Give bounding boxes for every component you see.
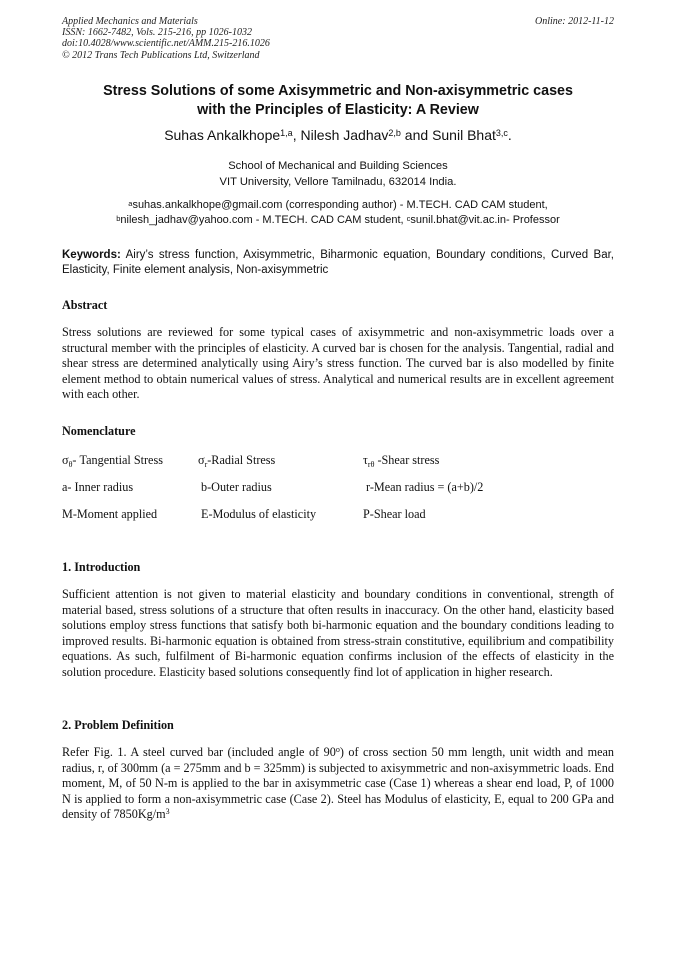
nom-sigma-theta-symbol: σ	[62, 453, 69, 467]
doi-line: doi:10.4028/www.scientific.net/AMM.215-216.1026	[62, 38, 270, 50]
author-1: Suhas Ankalkhope	[164, 127, 281, 143]
email-line-2	[62, 213, 614, 228]
affiliation	[62, 158, 614, 190]
email-a-text: suhas.ankalkhope@gmail.com (corresponding author) - M.TECH. CAD CAM student,	[132, 199, 548, 211]
nom-sigma-theta-text: - Tangential Stress	[72, 453, 163, 467]
copyright-line: © 2012 Trans Tech Publications Ltd, Switzerland	[62, 49, 260, 61]
cubic-superscript: 3	[165, 807, 170, 817]
email-sup-a: a	[128, 199, 133, 208]
online-date: Online: 2012-11-12	[535, 16, 614, 27]
nom-inner-radius: a- Inner radius	[62, 480, 134, 494]
problem-heading: 2. Problem Definition	[62, 718, 174, 732]
journal-name: Applied Mechanics and Materials	[62, 16, 198, 27]
email-sup-b: b	[116, 214, 121, 223]
issn-line: ISSN: 1662-7482, Vols. 215-216, pp 1026-1032	[62, 27, 252, 39]
nom-mean-radius: r-Mean radius = (a+b)/2	[366, 480, 484, 494]
problem-text	[62, 745, 614, 823]
keywords-label: Keywords:	[62, 249, 121, 261]
title-line-1: Stress Solutions of some Axisymmetric and Non-axisymmetric cases	[103, 83, 573, 99]
nom-outer-radius: b-Outer radius	[201, 480, 272, 494]
paper-title	[62, 82, 614, 119]
author-3: Sunil Bhat	[432, 127, 496, 143]
affiliation-line-1: School of Mechanical and Building Sciences	[228, 160, 448, 172]
email-sup-c: c	[406, 214, 411, 223]
author-sep-2: and	[400, 127, 433, 143]
affiliation-line-2: VIT University, Vellore Tamilnadu, 632014 India.	[219, 176, 457, 188]
nom-sigma-r-sub: r	[204, 460, 208, 469]
title-line-2: with the Principles of Elasticity: A Review	[197, 101, 479, 118]
nom-tau-symbol: τ	[363, 453, 368, 467]
email-c-text: sunil.bhat@vit.ac.in- Professor	[410, 214, 560, 226]
author-3-affil: 3,c	[495, 128, 508, 138]
introduction-text: Sufficient attention is not given to material elasticity and boundary conditions in conventional, strength of material based, stress solutions of a structure that often results in inaccuracy. On the other hand, elasticity based solutions employ stress functions that satisfy both bi-harmonic equation and the boundary conditions leading to improved results. Bi-harmonic equation is obtained from stress-strain constitutive, equilibrium and compatibility equations. As such, fulfilment of Bi-harmonic equation confirms inclusion of the effects of elasticity in the solution procedure. Elasticity based solutions consequently find lot of application in higher research.	[62, 587, 614, 679]
degree-superscript: o	[335, 745, 340, 754]
abstract-heading: Abstract	[62, 298, 108, 312]
introduction-heading: 1. Introduction	[62, 560, 141, 574]
author-sep-1: ,	[292, 127, 301, 143]
nom-tau-sub: rθ	[367, 460, 375, 469]
nom-shear-stress	[363, 453, 439, 469]
nom-sigma-theta-sub: θ	[68, 460, 73, 469]
problem-text-2: ) of cross section 50 mm length, unit width and mean radius, r, of 300mm (a = 275mm and b = 325mm) is subjected to axisymmetric and non-axisymmetric loads. End moment, M, of 50 N-m is applied to the bar in axisymmetric case (Case 1) whereas a shear end load, P, of 1000 N is applied to form a non-axisymmetric case (Case 2). Steel has Modulus of elasticity, E, equal to 200 GPa and density of 7850Kg/m	[62, 745, 614, 822]
nomenclature-heading: Nomenclature	[62, 424, 136, 438]
author-end: .	[507, 127, 512, 143]
email-line-1	[62, 198, 614, 213]
nom-radial-stress	[198, 453, 275, 469]
keywords	[62, 248, 614, 277]
nom-moment: M-Moment applied	[62, 507, 158, 521]
nom-tau-text: -Shear stress	[374, 453, 440, 467]
nom-tangential-stress	[62, 453, 163, 469]
keywords-text: Airy’s stress function, Axisymmetric, Biharmonic equation, Boundary conditions, Curved Bar, Elasticity, Finite element analysis, Non-axisymmetric	[62, 249, 614, 276]
author-emails	[62, 198, 614, 228]
journal-header	[62, 16, 614, 61]
nom-modulus: E-Modulus of elasticity	[201, 507, 317, 521]
problem-text-1: Refer Fig. 1. A steel curved bar (included angle of 90	[62, 745, 336, 759]
nom-sigma-r-text: -Radial Stress	[207, 453, 276, 467]
abstract-text: Stress solutions are reviewed for some typical cases of axisymmetric and non-axisymmetric loads over a structural member with the principles of elasticity. A curved bar is chosen for the analysis. Tangential, radial and shear stress are determined analytically using Airy’s stress function. The curved bar is also modelled by finite element method to obtain numerical values of stress. Analytical and numerical results are in excellent agreement with each other.	[62, 325, 614, 402]
author-2-affil: 2,b	[388, 128, 401, 138]
author-list	[62, 126, 614, 144]
author-2: Nilesh Jadhav	[300, 127, 389, 143]
nom-shear-load: P-Shear load	[363, 507, 426, 521]
email-b-text: nilesh_jadhav@yahoo.com - M.TECH. CAD CAM student,	[120, 214, 407, 226]
author-1-affil: 1,a	[280, 128, 293, 138]
nom-sigma-r-symbol: σ	[198, 453, 205, 467]
